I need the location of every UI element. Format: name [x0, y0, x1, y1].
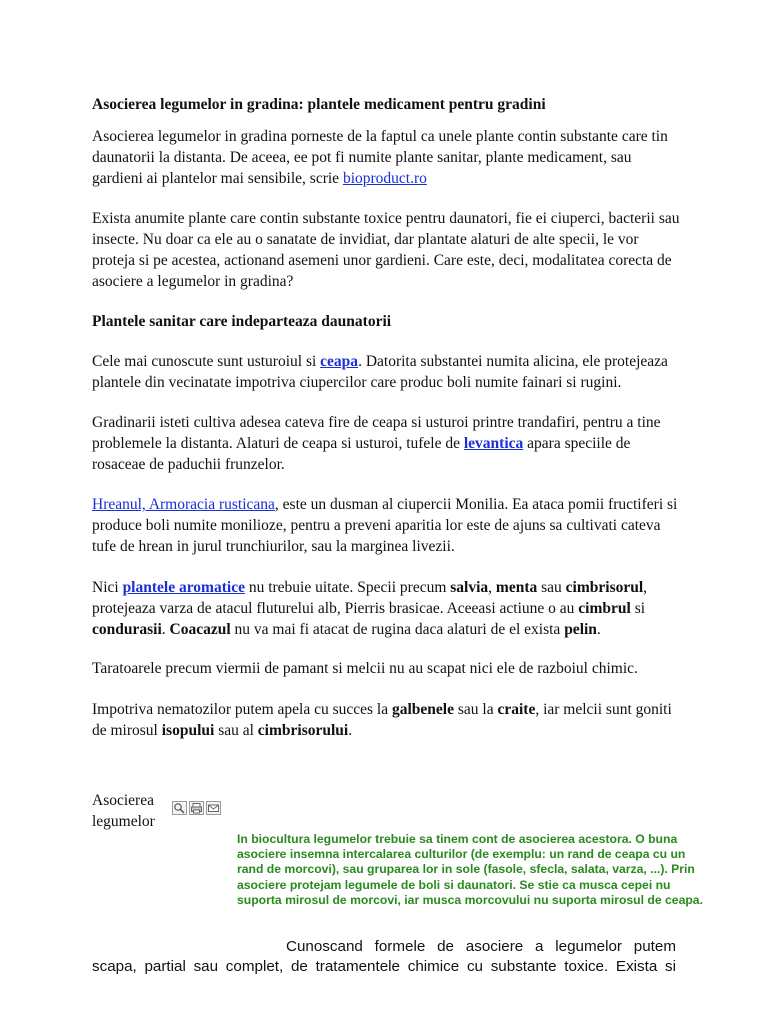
paragraph-gardeners: Gradinarii isteti cultiva adesea cateva fire de ceapa si usturoi printre trandafiri, pentru a tine problemele la distanta. Alaturi de ceapa si usturoi, tufele de levantica apara speciile de rosaceae de paduchii frunzelor. [92, 414, 661, 473]
toolbar-icons [172, 801, 221, 817]
ceapa-link[interactable]: ceapa [320, 353, 359, 370]
green-highlight-text: In biocultura legumelor trebuie sa tinem cont de asocierea acestora. O buna asociere insemna intercalarea culturilor (de exemplu: un rand de ceapa cu un rand de morcovi), sau gruparea lor in sole (fasole, sfecla, salata, varza, ...). Prin asociere protejam legumele de boli si daunatori. Se stie ca musca cepei nu suporta mirosul de morcovi, iar musca morcovului nu suporta mirosul de ceapa. [237, 832, 703, 907]
paragraph-nematodes: Impotriva nematozilor putem apela cu succes la galbenele sau la craite, iar melcii sunt goniti de mirosul isopului sau al cimbrisorului. [92, 701, 672, 739]
print-icon[interactable] [189, 801, 204, 815]
levantica-link[interactable]: levantica [463, 435, 524, 452]
section-heading: Plantele sanitar care indeparteaza daunatorii [92, 313, 392, 330]
bioproduct-link[interactable]: bioproduct.ro [342, 170, 427, 187]
caption-label: Asocierea legumelor [92, 792, 155, 830]
intro-text: Asocierea legumelor in gradina porneste de la faptul ca unele plante contin substante care tin daunatorii la distanta. De aceea, ee pot fi numite plante sanitar, plante medicament, sau gardieni ai plantelor mai sensibile, scrie [92, 128, 668, 187]
hreanul-link[interactable]: Hreanul, Armoracia rusticana [92, 496, 275, 513]
paragraph-toxic-plants: Exista anumite plante care contin substante toxice pentru daunatori, fie ei ciuperci, bacterii sau insecte. Nu doar ca ele au o sanatate de invidiat, dar plantate alaturi de alte specii, le vor proteja si pe acestea, actionand asemeni unor gardieni. Care este, deci, modalitatea corecta de asociere a legumelor in gradina? [92, 210, 680, 290]
plantele-aromatice-link[interactable]: plantele aromatice [122, 579, 245, 596]
paragraph-hrean: Hreanul, Armoracia rusticana, este un dusman al ciupercii Monilia. Ea ataca pomii fructiferi si produce boli numite monilioze, pentru a preveni aparitia lor este de ajuns sa cultivati cateva tufe de hrean in jurul trunchiurilor, sau la marginea livezii. [92, 496, 678, 555]
article-title: Asocierea legumelor in gradina: plantele medicament pentru gradini [92, 96, 546, 113]
paragraph-crawlers: Taratoarele precum viermii de pamant si melcii nu au scapat nici ele de razboiul chimic. [92, 660, 638, 677]
paragraph-garlic-onion: Cele mai cunoscute sunt usturoiul si ceapa. Datorita substantei numita alicina, ele protejeaza plantele din vecinatate impotriva ciupercilor care produc boli numite fainari si rugini. [92, 353, 668, 391]
paragraph-intro [92, 126, 682, 189]
paragraph-aromatic-plants: Nici plantele aromatice nu trebuie uitate. Specii precum salvia, menta sau cimbrisorul, protejeaza varza de atacul fluturelui alb, Pierris brasicae. Aceeasi actiune o au cimbrul si condurasii. Coacazul nu va mai fi atacat de rugina daca alaturi de el exista pelin. [92, 579, 648, 638]
paragraph-association-forms: Cunoscand formele de asociere a legumelor putem scapa, partial sau complet, de tratamentele chimice cu substante toxice. Exista si [92, 938, 676, 975]
email-icon[interactable] [206, 801, 221, 815]
zoom-icon[interactable] [172, 801, 187, 815]
